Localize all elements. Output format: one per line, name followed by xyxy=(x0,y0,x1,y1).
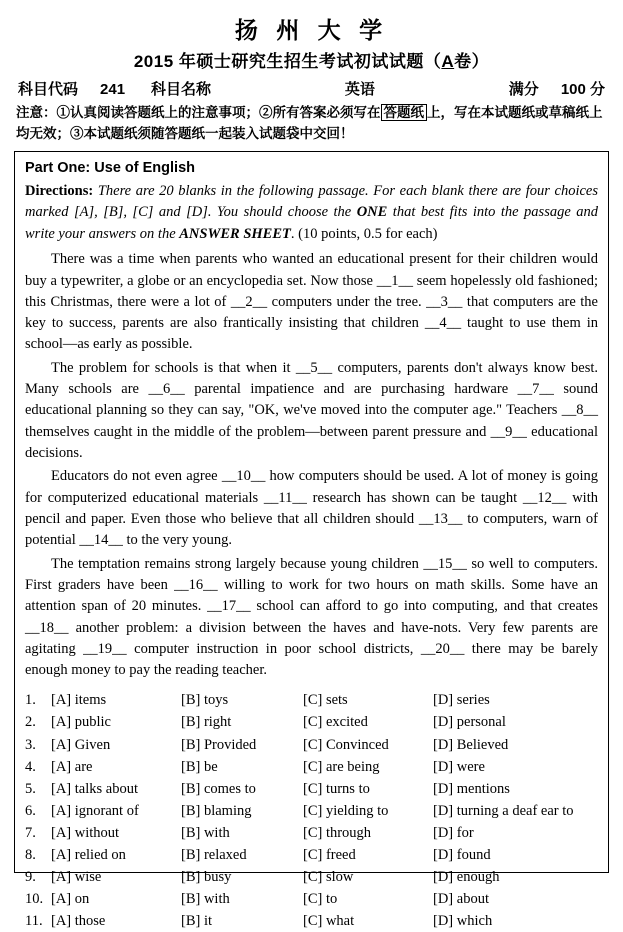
university-name: 扬 州 大 学 xyxy=(234,17,389,43)
choice-option-c[interactable]: [C] yielding to xyxy=(303,802,389,819)
exam-paper-letter: A xyxy=(441,52,455,71)
choice-option-c[interactable]: [C] to xyxy=(303,890,338,907)
directions-text-3: . (10 points, 0.5 for each) xyxy=(290,225,438,242)
choice-number: 7. xyxy=(25,824,36,841)
choice-option-a[interactable]: [A] wise xyxy=(51,868,102,885)
choice-option-b[interactable]: [B] with xyxy=(181,824,230,841)
choice-number: 11. xyxy=(25,912,43,929)
choice-option-a[interactable]: [A] public xyxy=(51,714,111,731)
choice-option-b[interactable]: [B] blaming xyxy=(181,802,252,819)
choice-row xyxy=(25,866,598,888)
choice-row xyxy=(25,689,598,711)
choice-option-b[interactable]: [B] right xyxy=(181,714,232,731)
choice-option-b[interactable]: [B] with xyxy=(181,890,230,907)
exam-title-suffix: 卷） xyxy=(454,52,490,71)
choice-option-c[interactable]: [C] freed xyxy=(303,846,356,863)
passage-paragraph: There was a time when parents who wanted an educational present for their children would buy a typewriter, a globe or an encyclopedia set. Now those __1__ seem hopelessly old fashioned; this Christmas, there were a lot of __2__ computers under the tree. __3__ that computers are the key to success, parents are also frantically insisting that children __4__ taught to use them in school—as early as possible. xyxy=(25,251,598,353)
passage-paragraph: Educators do not even agree __10__ how computers should be used. A lot of money is going for computerized educational materials __11__ research has shown can be taught __12__ with pencil and paper. Even those who believe that all children should __13__ to computers, warn of potential __14__ to the very young. xyxy=(25,468,598,549)
choice-option-d[interactable]: [D] which xyxy=(433,912,493,929)
choice-option-d[interactable]: [D] mentions xyxy=(433,780,510,797)
passage-paragraph: The temptation remains strong largely because young children __15__ so well to computers. First graders have been __16__ willing to work for two hours on math skills. Some have an attention span of 20 minutes. __17__ school can afford to go into computing, and that creates __18__ another problem: a division between the haves and have-nots. Very few parents are agitating __19__ computer instruction in poor school districts, __20__ there may be barely enough money to pay the reading teacher. xyxy=(25,555,598,679)
choice-row xyxy=(25,910,598,932)
choice-option-d[interactable]: [D] turning a deaf ear to xyxy=(433,802,574,819)
full-marks-label: 满分 xyxy=(508,81,539,98)
part-one-title: Part One: Use of English xyxy=(25,159,195,176)
passage-paragraph: The problem for schools is that when it __5__ computers, parents don't always know best. Many schools are __6__ parental impatience and are purchasing hardware __7__ sound educational planning so they can say, "OK, we've moved into the computer age." Teachers __8__ themselves caught in the middle of the problem—between parent pressure and __9__ educational decisions. xyxy=(25,359,598,462)
choice-option-a[interactable]: [A] those xyxy=(51,912,106,929)
choice-row xyxy=(25,711,598,733)
choice-option-d[interactable]: [D] were xyxy=(433,758,485,775)
choice-number: 10. xyxy=(25,890,44,907)
choice-option-b[interactable]: [B] it xyxy=(181,912,213,929)
directions-one-emphasis: ONE xyxy=(356,204,388,221)
choice-row xyxy=(25,844,598,866)
notice-line-1-tail: 上，写在本试题纸或草稿纸上 xyxy=(427,105,603,120)
directions-answer-sheet: ANSWER SHEET xyxy=(179,225,291,242)
exam-info-row xyxy=(14,78,609,99)
choice-option-b[interactable]: [B] comes to xyxy=(181,780,256,797)
choice-option-c[interactable]: [C] excited xyxy=(303,714,368,731)
choice-option-c[interactable]: [C] sets xyxy=(303,692,348,709)
directions-text-2: that best fits into the passage and write your answers on the xyxy=(25,204,599,242)
choice-option-c[interactable]: [C] turns to xyxy=(303,780,370,797)
choice-option-b[interactable]: [B] busy xyxy=(181,868,232,885)
choice-number: 8. xyxy=(25,846,36,863)
choice-option-c[interactable]: [C] are being xyxy=(303,758,380,775)
choice-number: 5. xyxy=(25,780,36,797)
choice-option-a[interactable]: [A] relied on xyxy=(51,846,126,863)
choice-option-b[interactable]: [B] Provided xyxy=(181,736,257,753)
choice-option-d[interactable]: [D] enough xyxy=(433,868,500,885)
choice-number: 1. xyxy=(25,692,36,709)
choice-option-c[interactable]: [C] slow xyxy=(303,868,354,885)
choice-option-a[interactable]: [A] ignorant of xyxy=(51,802,139,819)
choice-option-d[interactable]: [D] for xyxy=(433,824,474,841)
subject-name-label: 科目名称 xyxy=(151,81,212,98)
choice-number: 4. xyxy=(25,758,36,775)
full-marks-value: 100 分 xyxy=(560,81,606,98)
choice-option-a[interactable]: [A] on xyxy=(51,890,90,907)
choice-option-a[interactable]: [A] items xyxy=(51,692,107,709)
choice-option-d[interactable]: [D] Believed xyxy=(433,736,509,753)
choice-option-b[interactable]: [B] relaxed xyxy=(181,846,247,863)
choice-option-d[interactable]: [D] about xyxy=(433,890,489,907)
choice-option-a[interactable]: [A] talks about xyxy=(51,780,138,797)
choice-row xyxy=(25,756,598,778)
choice-number: 3. xyxy=(25,736,36,753)
choice-number: 2. xyxy=(25,714,36,731)
exam-title-prefix: 2015 年硕士研究生招生考试初试试题（ xyxy=(133,52,442,71)
notice-line-1: 注意：①认真阅读答题纸上的注意事项；②所有答案必须写在 xyxy=(16,105,381,120)
choice-option-a[interactable]: [A] without xyxy=(51,824,120,841)
choice-row xyxy=(25,800,598,822)
choice-option-d[interactable]: [D] personal xyxy=(433,714,506,731)
exam-content-box xyxy=(14,151,609,929)
choice-option-d[interactable]: [D] series xyxy=(433,692,490,709)
choice-number: 9. xyxy=(25,868,36,885)
choice-row xyxy=(25,888,598,910)
directions-text-1: There are 20 blanks in the following passage. For each blank there are four choices marked [A], [B], [C] and [D]. You should choose the xyxy=(25,182,598,221)
choice-option-c[interactable]: [C] Convinced xyxy=(303,736,389,753)
part-one-directions xyxy=(25,181,598,245)
choices-list xyxy=(25,689,598,931)
subject-code-value: 241 xyxy=(100,81,126,98)
choice-row xyxy=(25,734,598,756)
choice-option-b[interactable]: [B] be xyxy=(181,758,218,775)
notice-line-2: 均无效；③本试题纸须随答题纸一起装入试题袋中交回！ xyxy=(16,125,354,141)
choice-row xyxy=(25,778,598,800)
choice-option-b[interactable]: [B] toys xyxy=(181,692,229,709)
choice-option-c[interactable]: [C] through xyxy=(303,824,372,841)
choice-option-a[interactable]: [A] are xyxy=(51,758,93,775)
choice-option-a[interactable]: [A] Given xyxy=(51,736,111,753)
exam-title xyxy=(14,47,609,72)
notice-answer-sheet-box: 答题纸 xyxy=(381,104,428,121)
subject-code-label: 科目代码 xyxy=(18,81,79,98)
choice-option-c[interactable]: [C] what xyxy=(303,912,355,929)
choice-row xyxy=(25,822,598,844)
exam-notice xyxy=(14,103,609,145)
choice-option-d[interactable]: [D] found xyxy=(433,846,491,863)
directions-label: Directions: xyxy=(25,182,94,199)
subject-name-value: 英语 xyxy=(344,81,375,98)
choice-number: 6. xyxy=(25,802,36,819)
